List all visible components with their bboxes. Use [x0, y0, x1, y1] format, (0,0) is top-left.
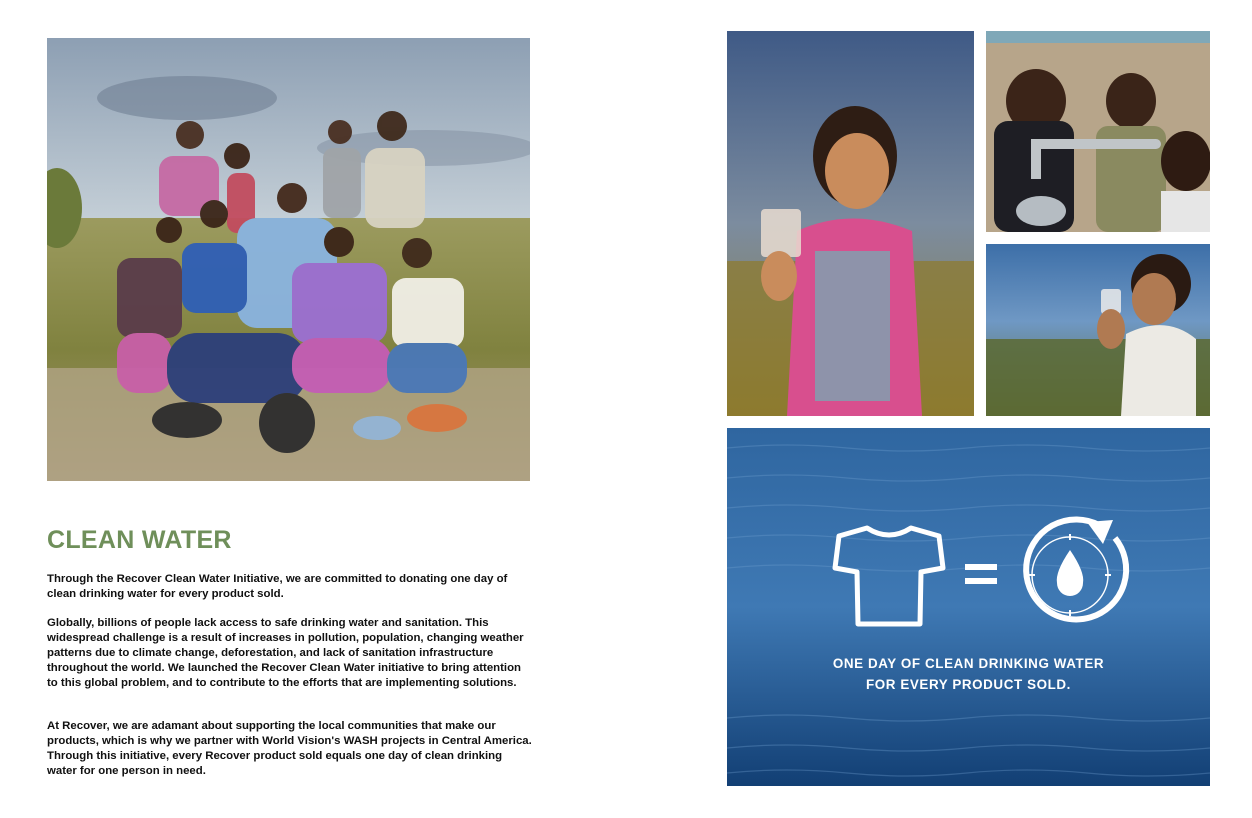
section-heading: CLEAN WATER: [47, 526, 232, 554]
boy-drinking-water-photo: [986, 244, 1210, 416]
children-at-water-tap-photo: [986, 31, 1210, 232]
group-photo: [47, 38, 530, 481]
pledge-tagline-line1: ONE DAY OF CLEAN DRINKING WATER: [832, 656, 1105, 671]
tshirt-icon: [835, 528, 943, 624]
pledge-tagline-line2: FOR EVERY PRODUCT SOLD.: [865, 677, 1071, 692]
girl-with-cup-photo: [727, 31, 974, 416]
water-drop-cycle-icon: [1026, 519, 1126, 619]
paragraph-intro: Through the Recover Clean Water Initiative, we are committed to donating one day of clean drinking water for every product sold.: [47, 573, 508, 600]
paragraph-partnership: At Recover, we are adamant about supporting the local communities that make our products, which is why we partner with World Vision's WASH projects in Central America. Through this initiative, every Recover product sold equals one day of clean drinking water for one person in need.: [47, 720, 532, 777]
paragraph-global-challenge: Globally, billions of people lack access to safe drinking water and sanitation. This widespread challenge is a result of increases in pollution, population, changing weather patterns due to climate change, deforestation, and lack of sanitation infrastructure throughout the world. We launched the Recover Clean Water initiative to bring attention to this global problem, and to contribute to the efforts that are implementing solutions.: [47, 617, 524, 689]
clean-water-pledge-panel: [727, 428, 1210, 786]
equals-icon: [965, 564, 997, 584]
